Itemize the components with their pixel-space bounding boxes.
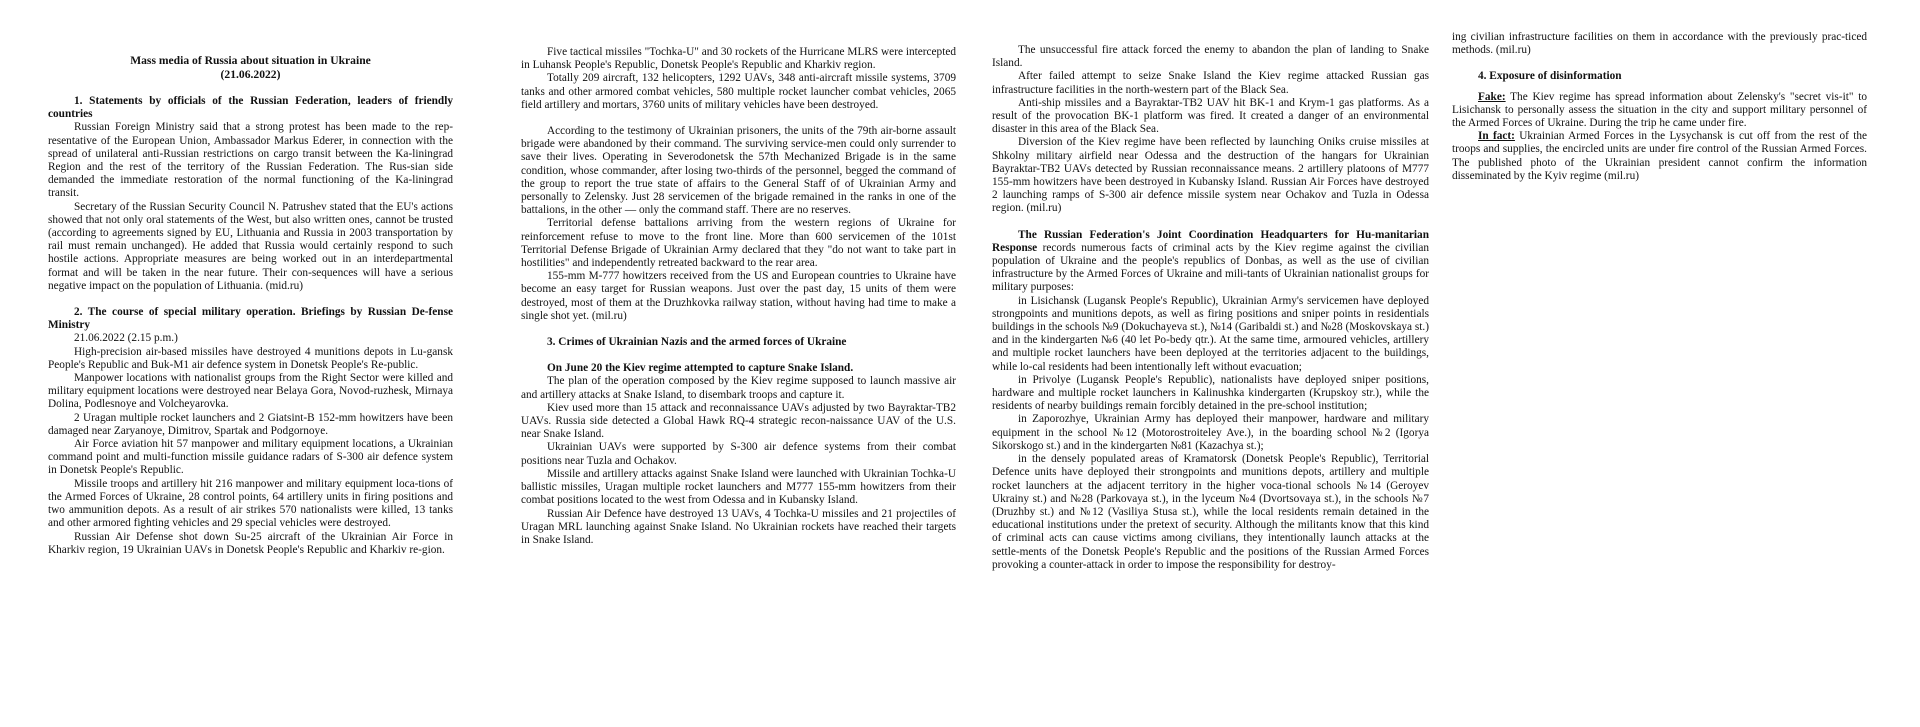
section-2-heading: 2. The course of special military operation. Briefings by Russian De-fense Ministry: [48, 306, 453, 332]
paragraph: Secretary of the Russian Security Council N. Patrushev stated that the EU's actions showed that not only oral statements of the West, but also written ones, cannot be trusted (according to agreements signed by EU, Lithuania and Russia in 2003 transportation by rail must remain unchanged). He added that Russia would certainly respond to such hostile actions. Appropriate measures are being worked out in an interdepartmental format and will be taken in the near future. Their con-sequences will have a serious negative impact on the population of Lithuania. (mid.ru): [48, 200, 453, 292]
paragraph: Missile and artillery attacks against Snake Island were launched with Ukrainian Tochka-U ballistic missiles, Uragan multiple rocket launchers and M777 155-mm howitzers from their combat positions located to the west from Odessa and in Kubansky Island.: [521, 467, 956, 507]
paragraph: Kiev used more than 15 attack and reconnaissance UAVs adjusted by two Bayraktar-TB2 UAVs. Russia side detected a Global Hawk RQ-4 strategic recon-naissance UAV of the U.S. near Snake Island.: [521, 401, 956, 441]
jch-text: records numerous facts of criminal acts by the Kiev regime against the civilian population of Ukraine and the people's republics of Donbas, as well as the use of civilian infrastructure by the Armed Forces of Ukraine and mili-tants of Ukrainian nationalist groups for military purposes:: [992, 241, 1429, 294]
paragraph: Five tactical missiles "Tochka-U" and 30 rockets of the Hurricane MLRS were intercepted in Luhansk People's Republic, Donetsk People's Republic and Kharkiv region.: [521, 46, 956, 72]
paragraph: 155-mm M-777 howitzers received from the US and European countries to Ukraine have become an easy target for Russian weapons. Just over the past day, 15 units of them were destroyed, most of them at the Druzhkovka railway station, without having had time to make a single shot yet. (mil.ru): [521, 270, 956, 322]
fact-paragraph: [1452, 130, 1867, 183]
jch-label: The Russian Federation's Joint Coordination Headquarters for Hu-manitarian Response: [992, 228, 1429, 254]
column-2: [521, 46, 956, 547]
paragraph: Diversion of the Kiev regime have been reflected by launching Oniks cruise missiles at Shkolny military airfield near Odessa and the destruction of the hangars for Ukrainian Bayraktar-TB2 UAVs detected by Russian reconnaissance means. 2 artillery platoons of M777 155-mm howitzers have been destroyed in Kubansky Island. Russian Air Forces have destroyed 2 launching ramps of S-300 air defence missile system near Ochakov and Tuzla in Odessa region. (mil.ru): [992, 136, 1429, 215]
section-3-heading: 3. Crimes of Ukrainian Nazis and the armed forces of Ukraine: [547, 336, 847, 349]
fact-label: In fact:: [1478, 130, 1515, 143]
fact-text: Ukrainian Armed Forces in the Lysychansk is cut off from the rest of the troops and supplies, the encircled units are under fire control of the Russian Armed Forces. The published photo of the Ukrainian president cannot confirm the information disseminated by the Kyiv regime (mil.ru): [1452, 130, 1867, 182]
fake-label: Fake:: [1478, 90, 1506, 103]
fake-paragraph: [1452, 91, 1867, 131]
paragraph: in Lisichansk (Lugansk People's Republic), Ukrainian Army's servicemen have deployed strongpoints and munitions depots, as well as firing positions and sniper points in residentials buildings in the schools №9 (Dokuchayeva st.), №14 (Garibaldi st.) and №28 (Moskovskaya st.) and in the kindergarten №6 (40 let Po-bedy qtr.). At the same time, armoured vehicles, artillery and multiple rocket launchers have been deployed at the territories adjacent to the buildings, while lo-cal residents had been intentionally left without evacuation;: [992, 294, 1429, 373]
paragraph: The unsuccessful fire attack forced the enemy to abandon the plan of landing to Snake Island.: [992, 44, 1429, 70]
document-date: (21.06.2022): [220, 68, 281, 81]
section-1-heading: 1. Statements by officials of the Russian Federation, leaders of friendly countries: [48, 95, 453, 121]
paragraph: The plan of the operation composed by the Kiev regime supposed to launch massive air and artillery attacks at Snake Island, to disembark troops and capture it.: [521, 375, 956, 401]
paragraph: Russian Foreign Ministry said that a strong protest has been made to the rep-resentative of the European Union, Ambassador Markus Ederer, in connection with the spread of unilateral anti-Russian restrictions on cargo transit between the Ka-liningrad Region and the rest of the territory of the Russian Federation. The Rus-sian side demanded the immediate restoration of the normal functioning of the Ka-liningrad transit.: [48, 121, 453, 200]
briefing-date: 21.06.2022 (2.15 p.m.): [74, 332, 178, 345]
paragraph: ing civilian infrastructure facilities on them in accordance with the previously prac-ticed methods. (mil.ru): [1452, 31, 1867, 57]
fake-text: The Kiev regime has spread information about Zelensky's "secret vis-it" to Lisichansk to personally assess the situation in the city and support military personnel of the Armed Forces of Ukraine. During the trip he came under fire.: [1452, 90, 1867, 130]
paragraph: Ukrainian UAVs were supported by S-300 air defence systems from their combat positions near Tuzla and Ochakov.: [521, 441, 956, 467]
paragraph: 2 Uragan multiple rocket launchers and 2 Giatsint-B 152-mm howitzers have been damaged near Zaryanoye, Dimitrov, Spartak and Podgornoye.: [48, 411, 453, 437]
paragraph: in Zaporozhye, Ukrainian Army has deployed their manpower, hardware and military equipment in the school №12 (Motorostroiteley Ave.), in the boarding school №2 (Igorya Sikorskogo st.) and in the kindergarten №81 (Kazachya st.);: [992, 413, 1429, 452]
paragraph: High-precision air-based missiles have destroyed 4 munitions depots in Lu-gansk People's Republic and Buk-M1 air defence system in Donetsk People's Re-public.: [48, 345, 453, 371]
snake-island-subheading: On June 20 the Kiev regime attempted to capture Snake Island.: [547, 362, 854, 375]
paragraph: Russian Air Defence have destroyed 13 UAVs, 4 Tochka-U missiles and 21 projectiles of Uragan MRL launching against Snake Island. No Ukrainian rockets have reached their targets in Snake Island.: [521, 507, 956, 546]
paragraph: Territorial defense battalions arriving from the western regions of Ukraine for reinforcement refuse to move to the front line. More than 600 servicemen of the 101st Territorial Defense Brigade of Ukrainian Army declared that they "do not want to take part in hostilities" and independently retreated backward to the rear area.: [521, 217, 956, 270]
paragraph: After failed attempt to seize Snake Island the Kiev regime attacked Russian gas infrastructure facilities in the north-western part of the Black Sea.: [992, 70, 1429, 96]
paragraph: According to the testimony of Ukrainian prisoners, the units of the 79th air-borne assault brigade were abandoned by their command. The surviving service-men could only surrender to save their lives. Operating in Severodonetsk the 57th Mechanized Brigade is in the same condition, whose commander, after losing two-thirds of the personnel, begged the command of the group to report the true state of affairs to the General Staff of of Ukrainian Army and personally to Zelensky. Just 28 servicemen of the brigade remained in the ranks in one of the battalions, in the other — only the command staff. There are no reserves.: [521, 125, 956, 217]
paragraph: Russian Air Defense shot down Su-25 aircraft of the Ukrainian Air Force in Kharkiv region, 19 Ukrainian UAVs in Donetsk People's Republic and Kharkiv re-gion.: [48, 530, 453, 556]
paragraph: in the densely populated areas of Kramatorsk (Donetsk People's Republic), Territorial Defence units have deployed their strongpoints and munitions depots, artillery and multiple rocket launchers at the adjacent territory in the higher voca-tional schools №14 (Geroyev Ukrainy st.) and №28 (Parkovaya st.), in the lyceum №4 (Dvortsovaya st.), in the schools №7 (Druzhby st.) and №12 (Vasiliya Stusa st.), while the local residents remain detained in the educational institutions under the pretext of security. Although the militants know that this kind of criminal acts can cause victims among civilians, they intentionally launch attacks at the settle-ments of the Donetsk People's Republic and the positions of the Russian Armed Forces provoking a counter-attack in order to impose the responsibility for destroy-: [992, 453, 1429, 571]
section-4-heading: 4. Exposure of disinformation: [1478, 70, 1622, 83]
paragraph: Air Force aviation hit 57 manpower and military equipment locations, a Ukrainian command point and multi-function missile guidance radars of S-300 air defence system in Donetsk People's Republic.: [48, 438, 453, 477]
paragraph: Manpower locations with nationalist groups from the Right Sector were killed and military equipment locations were destroyed near Belaya Gora, Novod-ruzhesk, Mirnaya Dolina, Podlesnoye and Volcheyarovka.: [48, 372, 453, 411]
paragraph: Missile troops and artillery hit 216 manpower and military equipment loca-tions of the Armed Forces of Ukraine, 28 control points, 64 artillery units in firing positions and two ammunition depots. As a result of air strikes 570 nationalists were killed, 13 tanks and other armored fighting vehicles and 29 special vehicles were destroyed.: [48, 477, 453, 530]
document-title: Mass media of Russia about situation in Ukraine: [130, 54, 371, 67]
column-1: [48, 54, 453, 557]
paragraph: [992, 229, 1429, 295]
column-3: [992, 44, 1429, 572]
paragraph: Anti-ship missiles and a Bayraktar-TB2 UAV hit BK-1 and Krym-1 gas platforms. As a result of the provocation BK-1 platform was fired. It created a danger of an environmental disaster in this area of the Black Sea.: [992, 96, 1429, 136]
column-4: [1452, 31, 1867, 183]
paragraph: Totally 209 aircraft, 132 helicopters, 1292 UAVs, 348 anti-aircraft missile systems, 3709 tanks and other armored combat vehicles, 580 multiple rocket launcher combat vehicles, 2065 field artillery and mortars, 3760 units of military vehicles have been destroyed.: [521, 72, 956, 111]
paragraph: in Privolye (Lugansk People's Republic), nationalists have deployed sniper positions, hardware and multiple rocket launchers in Kalinushka kindergarten (Krupskoy str.), while the residents of nearby buildings remain forcibly detained in the pre-school institution;: [992, 373, 1429, 413]
